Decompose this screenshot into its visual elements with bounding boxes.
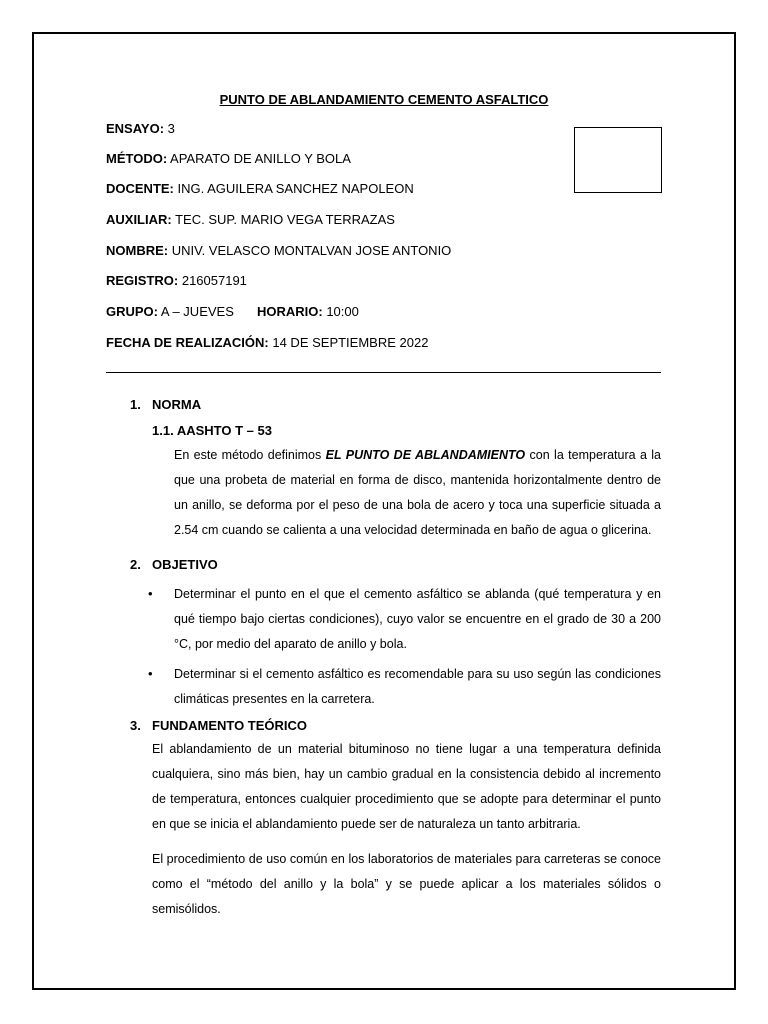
field-ensayo-label: ENSAYO: — [106, 121, 165, 136]
field-nombre — [106, 243, 451, 258]
section-2-bullet-2: Determinar si el cemento asfáltico es recomendable para su uso según las condiciones climáticas presentes en la carretera. — [174, 667, 661, 706]
field-registro-label: REGISTRO: — [106, 273, 179, 288]
bullet-marker: • — [148, 666, 153, 681]
field-fecha-value: 14 DE SEPTIEMBRE 2022 — [268, 335, 429, 350]
section-2-title: OBJETIVO — [152, 557, 218, 572]
section-1-paragraph — [174, 443, 661, 543]
section-1-text-emph: EL PUNTO DE ABLANDAMIENTO — [325, 448, 526, 462]
section-1-number: 1. — [130, 397, 141, 412]
field-metodo — [106, 151, 351, 166]
field-auxiliar — [106, 212, 395, 227]
field-registro-value: 216057191 — [178, 273, 247, 288]
field-ensayo — [106, 121, 175, 136]
section-1-1-number: 1.1. — [152, 423, 174, 438]
field-grupo-label: GRUPO: — [106, 304, 158, 319]
field-registro — [106, 273, 247, 288]
field-grupo — [106, 304, 234, 319]
field-docente-value: ING. AGUILERA SANCHEZ NAPOLEON — [173, 181, 414, 196]
section-1-text-before: En este método definimos — [174, 448, 326, 462]
section-1-heading — [130, 397, 201, 412]
field-auxiliar-label: AUXILIAR: — [106, 212, 172, 227]
field-auxiliar-value: TEC. SUP. MARIO VEGA TERRAZAS — [171, 212, 395, 227]
section-2-heading — [130, 557, 218, 572]
section-3-heading — [130, 718, 307, 733]
header-divider — [106, 372, 661, 373]
field-ensayo-value: 3 — [164, 121, 175, 136]
section-1-1-heading — [152, 423, 272, 438]
field-nombre-value: UNIV. VELASCO MONTALVAN JOSE ANTONIO — [168, 243, 452, 258]
section-3-title: FUNDAMENTO TEÓRICO — [152, 718, 308, 733]
section-3-paragraph-1: El ablandamiento de un material bituminoso no tiene lugar a una temperatura definida cualquiera, sino más bien, hay un cambio gradual en la consistencia debido al incremento de temperatura, entonces cualquier procedimiento que se adopte para determinar el punto en que se inicia el ablandamiento puede ser de naturaleza un tanto arbitraria. — [152, 742, 661, 831]
section-3-paragraph-2: El procedimiento de uso común en los laboratorios de materiales para carreteras se conoce como el “método del anillo y la bola” y se puede aplicar a los materiales sólidos o semisólidos. — [152, 852, 661, 916]
section-3-number: 3. — [130, 718, 141, 733]
field-horario — [257, 304, 359, 319]
section-2-bullet-1: Determinar el punto en el que el cemento asfáltico se ablanda (qué temperatura y en qué tiempo bajo ciertas condiciones), cuyo valor se encuentre en el grado de 30 a 200 °C, por medio del aparato de anillo y bola. — [174, 587, 661, 651]
field-grupo-value: A – JUEVES — [158, 304, 234, 319]
field-fecha — [106, 335, 428, 350]
field-metodo-label: MÉTODO: — [106, 151, 168, 166]
field-horario-value: 10:00 — [322, 304, 359, 319]
field-horario-label: HORARIO: — [257, 304, 323, 319]
section-1-1-title: AASHTO T – 53 — [176, 423, 272, 438]
document-title: PUNTO DE ABLANDAMIENTO CEMENTO ASFALTICO — [219, 92, 549, 107]
field-docente-label: DOCENTE: — [106, 181, 174, 196]
section-1-title: NORMA — [152, 397, 202, 412]
field-metodo-value: APARATO DE ANILLO Y BOLA — [167, 151, 351, 166]
section-2-number: 2. — [130, 557, 141, 572]
field-docente — [106, 181, 414, 196]
section-1-text-after: con la temperatura a la que una probeta de material en forma de disco, mantenida horizontalmente dentro de un anillo, se deforma por el peso de una bola de acero y toca una superficie situada a 2.54 cm cuando se calienta a una velocidad determinada en baño de agua o glicerina. — [174, 448, 662, 537]
field-fecha-label: FECHA DE REALIZACIÓN: — [106, 335, 269, 350]
photo-placeholder — [574, 127, 662, 193]
field-nombre-label: NOMBRE: — [106, 243, 169, 258]
bullet-marker: • — [148, 586, 153, 601]
